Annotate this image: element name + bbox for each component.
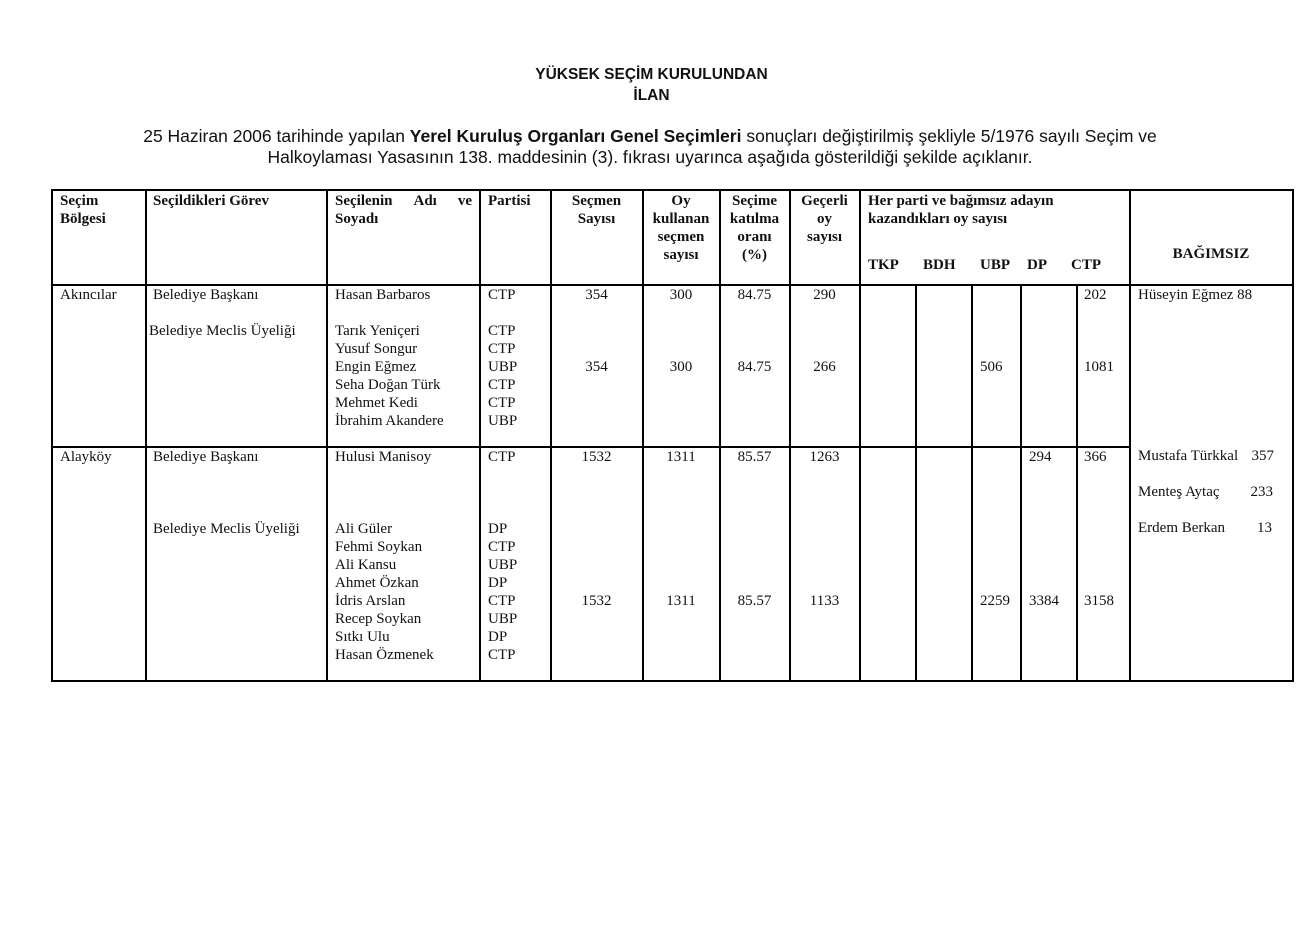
council-member-party: CTP [488,323,516,339]
header-voted: Oy kullanan seçmen sayısı [652,193,710,263]
valid-votes: 290 [813,287,836,303]
council-member-name: Ali Kansu [335,557,397,573]
voters-count: 1532 [581,449,612,465]
council-member-party: CTP [488,593,516,609]
party-col-divider [971,284,973,682]
col-divider [145,189,147,682]
council-member-party: CTP [488,647,516,663]
intro-bold: Yerel Kuruluş Organları Genel Seçimleri [409,126,742,146]
council-member-name: Hasan Özmenek [335,647,434,663]
voted-count: 300 [669,359,693,375]
voters-count: 1532 [581,593,612,609]
council-parties [488,322,517,430]
header-turnout: Seçime katılma oranı (%) [729,193,780,263]
council-names [335,322,444,430]
voters-count: 354 [585,359,608,375]
council-member-name: Fehmi Soykan [335,539,423,555]
mayor-party: CTP [488,287,516,303]
council-member-name: İdris Arslan [335,593,406,609]
council-member-party: DP [488,521,508,537]
mayor-name: Hulusi Manisoy [335,449,432,465]
council-member-name: İbrahim Akandere [335,413,444,429]
ctp-votes: 1081 [1084,359,1114,375]
council-member-name: Mehmet Kedi [335,395,418,411]
table-border-top [51,189,1293,191]
turnout-value: 85.57 [737,593,772,609]
valid-votes: 1263 [809,449,840,465]
duty-council: Belediye Meclis Üyeliği [149,323,296,339]
voted-count: 1311 [666,449,696,465]
council-member-party: DP [488,575,508,591]
header-party-ubp: UBP [980,257,1010,273]
voted-count: 1311 [666,593,696,609]
council-names [335,520,434,664]
council-member-name: Tarık Yeniçeri [335,323,420,339]
council-member-name: Engin Eğmez [335,359,417,375]
header-party-tkp: TKP [868,257,899,273]
header-party-votes: Her parti ve bağımsız adayın kazandıkları oy sayısı [868,193,1054,227]
region-name: Alayköy [60,449,112,465]
header-duty: Seçildikleri Görev [153,193,269,209]
intro-paragraph [60,126,1240,168]
col-divider [326,189,328,682]
header-region: Seçim Bölgesi [60,193,106,227]
council-member-party: DP [488,629,508,645]
party-col-divider [1076,284,1078,682]
turnout-value: 84.75 [737,287,772,303]
council-member-party: CTP [488,539,516,555]
ubp-votes: 506 [980,359,1003,375]
council-member-party: UBP [488,557,518,573]
ctp-votes: 202 [1084,287,1107,303]
header-valid-votes: Geçerli oy sayısı [801,193,848,245]
intro-text-2: sonuçları değiştirilmiş şekliyle 5/1976 sayılı Seçim ve [741,126,1157,146]
intro-text-1: 25 Haziran 2006 tarihinde yapılan [143,126,410,146]
valid-votes: 1133 [809,593,840,609]
duty-mayor: Belediye Başkanı [153,449,259,465]
council-member-party: CTP [488,341,516,357]
table-border-right [1292,189,1294,682]
independent-candidate: Menteş Aytaç 233 [1138,484,1273,500]
independent-candidate: Mustafa Türkkal 357 [1138,448,1274,464]
mayor-party: CTP [488,449,516,465]
council-member-party: UBP [488,359,518,375]
duty-council: Belediye Meclis Üyeliği [153,521,300,537]
council-member-party: UBP [488,611,518,627]
party-col-divider [915,284,917,682]
council-member-name: Ahmet Özkan [335,575,419,591]
voted-count: 300 [669,287,693,303]
council-member-name: Sıtkı Ulu [335,629,390,645]
council-member-name: Yusuf Songur [335,341,418,357]
ctp-votes: 3158 [1084,593,1114,609]
header-voters: Seçmen Sayısı [571,193,622,227]
council-parties [488,520,517,664]
turnout-value: 84.75 [737,359,772,375]
header-party-ctp: CTP [1071,257,1101,273]
independent-candidate: Erdem Berkan 13 [1138,520,1272,536]
header-independent: BAĞIMSIZ [1172,246,1250,262]
ubp-votes: 2259 [980,593,1010,609]
valid-votes: 266 [813,359,836,375]
ctp-votes: 366 [1084,449,1107,465]
party-col-divider [1020,284,1022,682]
table-border-left [51,189,53,682]
turnout-value: 85.57 [737,449,772,465]
notice-subtitle: İLAN [633,87,670,104]
table-border-bottom [51,680,1293,682]
col-divider [479,189,481,682]
col-divider [859,189,861,682]
council-member-party: UBP [488,413,518,429]
dp-votes: 3384 [1029,593,1059,609]
mayor-name: Hasan Barbaros [335,287,431,303]
header-party: Partisi [488,193,531,209]
council-member-name: Seha Doğan Türk [335,377,441,393]
independent-candidate: Hüseyin Eğmez 88 [1138,287,1253,303]
header-party-bdh: BDH [923,257,956,273]
council-member-name: Ali Güler [335,521,393,537]
council-member-name: Recep Soykan [335,611,422,627]
header-party-dp: DP [1027,257,1047,273]
duty-mayor: Belediye Başkanı [153,287,259,303]
dp-votes: 294 [1029,449,1052,465]
notice-title: YÜKSEK SEÇİM KURULUNDAN [535,66,768,83]
council-member-party: CTP [488,395,516,411]
voters-count: 354 [585,287,608,303]
intro-text-3: Halkoylaması Yasasının 138. maddesinin (3). fıkrası uyarınca aşağıda gösterildiği şekilde açıklanır. [267,147,1033,167]
header-name: Seçilenin Adı ve Soyadı [335,193,472,227]
council-member-party: CTP [488,377,516,393]
region-name: Akıncılar [60,287,117,303]
